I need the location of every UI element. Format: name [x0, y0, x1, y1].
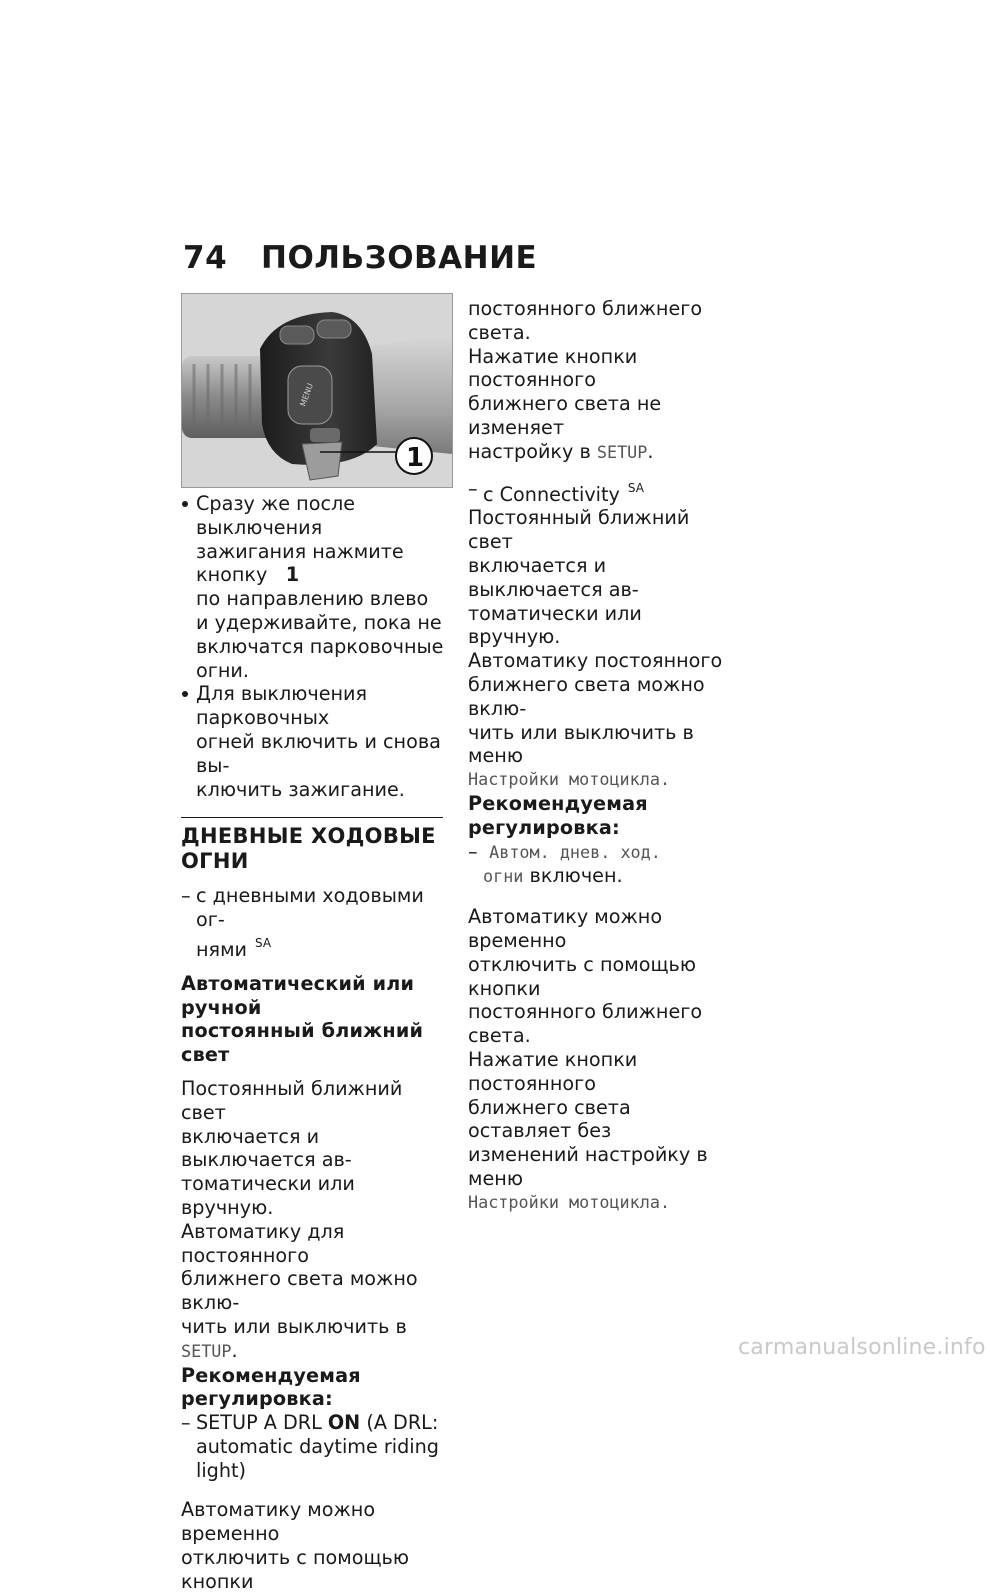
section-divider [181, 817, 443, 818]
equipment-note: – с дневными ходовыми ог- нями $^{SA}$ [181, 884, 424, 961]
text-line: Для выключения парковочных [196, 682, 368, 730]
paragraph: Постоянный ближний свет включается и выключается ав- томатически или вручную. Автоматику постоянного ближнего света можно вклю- чить или выключить в меню Настройки мотоцикла. [468, 506, 730, 792]
callout-number: 1 [406, 443, 425, 473]
menu-ref: Автом. днев. ход. [489, 841, 661, 862]
right-column [468, 297, 730, 1214]
handlebar-switch-figure [181, 293, 453, 488]
text-line: и удерживайте, пока не [196, 610, 442, 634]
subheading: Рекомендуемая регулировка: [468, 791, 648, 839]
text-line: ключить зажигание. [196, 777, 405, 801]
menu-button-label: MENU [298, 382, 316, 408]
subheading: Автоматический или ручной постоянный ближний свет [181, 971, 424, 1067]
text-line: огней включить и снова вы- [196, 729, 441, 777]
text-line: по направлению влево [196, 587, 429, 611]
list-item [181, 682, 453, 801]
equipment-note: – с Connectivity $^{SA}$ [468, 476, 644, 506]
sa-badge: SA [627, 480, 644, 495]
handlebar-switch-illustration [182, 294, 452, 487]
section-title: ДНЕВНЫЕ ХОДОВЫЕ ОГНИ [181, 824, 436, 874]
recommended-setting: – Автом. днев. ход. огни включен. [468, 839, 661, 888]
paragraph: Автоматику можно временно отключить с помощью кнопки постоянного ближнего света. Нажатие кнопки постоянного ближнего света оставляет без изменений настройку в меню Настройки мотоцикла. [468, 905, 730, 1214]
menu-ref: Настройки мотоцикла. [468, 769, 671, 790]
setup-menu-ref: SETUP [181, 1340, 232, 1361]
subheading: Рекомендуемая регулировка: [181, 1363, 361, 1411]
setting-value: ON [327, 1411, 361, 1435]
menu-ref: Настройки мотоцикла. [468, 1191, 671, 1212]
bullet-list [181, 492, 453, 801]
menu-ref: огни [483, 866, 524, 887]
text-line: зажигания нажмите кнопку 1 [196, 539, 404, 587]
page-number: 74 [183, 240, 228, 276]
button-reference: 1 [285, 563, 300, 587]
paragraph: Автоматику можно временно отключить с помощью кнопки [181, 1498, 409, 1593]
setup-menu-ref: SETUP [596, 441, 648, 462]
sa-badge: SA [255, 935, 272, 950]
recommended-setting: – SETUP A DRL ON (A DRL: automatic daytime riding light) [181, 1411, 439, 1482]
list-item [181, 492, 453, 682]
text-line: Сразу же после выключения [196, 492, 356, 539]
paragraph: постоянного ближнего света. Нажатие кнопки постоянного ближнего света не изменяет настройку в SETUP. [468, 297, 703, 463]
left-column [181, 492, 453, 1594]
page-header [183, 240, 537, 276]
paragraph: Постоянный ближний свет включается и выключается ав- томатически или вручную. Автоматику для постоянного ближнего света можно вклю- чить или выключить в SETUP. [181, 1076, 418, 1362]
text-line: включатся парковочные огни. [196, 634, 444, 682]
page-title: ПОЛЬЗОВАНИЕ [261, 240, 538, 276]
watermark: carmanualsonline.info [738, 1335, 986, 1360]
